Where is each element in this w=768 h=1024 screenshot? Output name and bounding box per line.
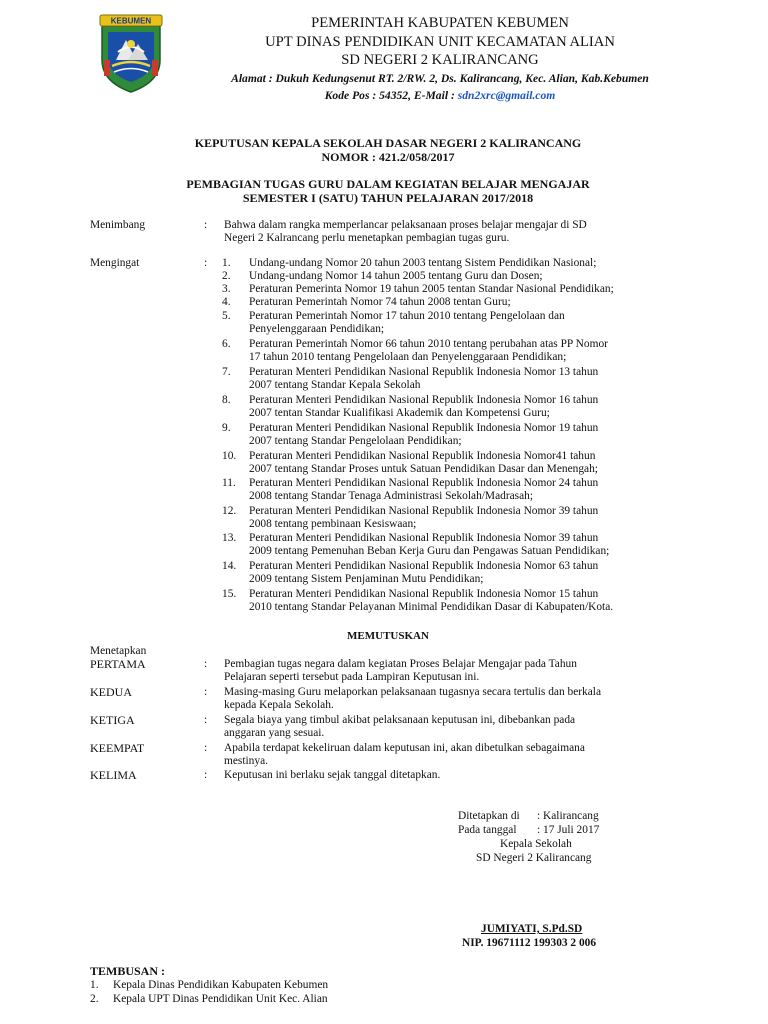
kebumen-crest-logo xyxy=(98,12,164,94)
letterhead-contact xyxy=(160,87,720,104)
item-text: Peraturan Menteri Pendidikan Nasional Republik Indonesia Nomor 19 tahun 2007 tentang Standar Pengelolaan Pendidikan; xyxy=(249,422,599,447)
colon: : xyxy=(204,658,208,670)
item-number: 6. xyxy=(222,338,231,350)
decision-text: Pembagian tugas negara dalam kegiatan Proses Belajar Mengajar pada Tahun Pelajaran seperti tersebut pada Lampiran Keputusan ini. xyxy=(224,658,577,683)
postal-code: Kode Pos : 54352, E-Mail : xyxy=(324,88,458,102)
colon: : xyxy=(204,742,208,754)
logo-text: KEBUMEN xyxy=(110,16,152,26)
signature-date-label: Pada tanggal xyxy=(458,824,517,836)
mengingat-label: Mengingat xyxy=(90,257,140,269)
tembusan-heading: TEMBUSAN : xyxy=(90,964,166,978)
item-number: 7. xyxy=(222,366,231,378)
decision-label: PERTAMA xyxy=(90,657,146,671)
item-number: 15. xyxy=(222,588,237,600)
signature-institution: SD Negeri 2 Kalirancang xyxy=(476,852,592,864)
memutuskan-heading: MEMUTUSKAN xyxy=(347,630,429,642)
letterhead-address: Alamat : Dukuh Kedungsenut RT. 2/RW. 2, Ds. Kalirancang, Kec. Alian, Kab.Kebumen xyxy=(231,71,649,85)
menimbang-label: Menimbang xyxy=(90,219,146,231)
decree-subject: PEMBAGIAN TUGAS GURU DALAM KEGIATAN BELAJAR MENGAJAR xyxy=(186,177,590,191)
colon: : xyxy=(204,714,208,726)
item-text: Peraturan Pemerintah Nomor 17 tahun 2010 tentang Pengelolaan dan Penyelenggaraan Pendidikan; xyxy=(249,310,565,335)
item-number: 3. xyxy=(222,283,231,295)
colon: : xyxy=(204,257,208,269)
colon: : xyxy=(204,686,208,698)
letterhead-school: SD NEGERI 2 KALIRANCANG xyxy=(341,52,539,68)
item-text: Peraturan Menteri Pendidikan Nasional Republik Indonesia Nomor 39 tahun 2008 tentang pembinaan Kesiswaan; xyxy=(249,505,599,530)
item-text: Kepala Dinas Pendidikan Kabupaten Kebumen xyxy=(113,979,329,991)
item-number: 5. xyxy=(222,310,231,322)
item-text: Peraturan Menteri Pendidikan Nasional Republik Indonesia Nomor 13 tahun 2007 tentang Standar Kepala Sekolah xyxy=(249,366,599,391)
letterhead-government: PEMERINTAH KABUPATEN KEBUMEN xyxy=(311,15,569,31)
letterhead-agency: UPT DINAS PENDIDIKAN UNIT KECAMATAN ALIAN xyxy=(265,33,615,50)
decision-label: KEDUA xyxy=(90,685,132,699)
item-text: Peraturan Pemerintah Nomor 66 tahun 2010 tentang perubahan atas PP Nomor 17 tahun 2010 tentang Pengelolaan dan Penyelenggaraan Pendidikan; xyxy=(249,338,608,363)
item-text: Kepala UPT Dinas Pendidikan Unit Kec. Alian xyxy=(113,993,328,1005)
menimbang-text xyxy=(224,219,684,244)
signatory-name: JUMIYATI, S.Pd.SD xyxy=(481,923,583,935)
decision-text: Apabila terdapat kekeliruan dalam keputusan ini, akan dibetulkan sebagaimana mestinya. xyxy=(224,742,585,767)
item-text: Peraturan Menteri Pendidikan Nasional Republik Indonesia Nomor 15 tahun 2010 tentang Standar Pelayanan Minimal Pendidikan Dasar di Kabupaten/Kota. xyxy=(249,588,614,613)
item-text: Peraturan Menteri Pendidikan Nasional Republik Indonesia Nomor 63 tahun 2009 tentang Sistem Penjaminan Mutu Pendidikan; xyxy=(249,560,599,585)
item-number: 2. xyxy=(222,270,231,282)
item-number: 1. xyxy=(90,979,99,991)
item-text: Peraturan Menteri Pendidikan Nasional Republik Indonesia Nomor41 tahun 2007 tentang Standar Proses untuk Satuan Pendidikan Dasar dan Menengah; xyxy=(249,450,598,475)
signature-place-value: : Kalirancang xyxy=(537,810,599,822)
list-item xyxy=(90,979,329,992)
menimbang-line: Bahwa dalam rangka memperlancar pelaksanaan proses belajar mengajar di SD xyxy=(224,219,587,231)
item-text: Peraturan Menteri Pendidikan Nasional Republik Indonesia Nomor 16 tahun 2007 tentan Standar Kualifikasi Akademik dan Kompetensi Guru; xyxy=(249,394,599,419)
signature-position: Kepala Sekolah xyxy=(500,838,572,850)
item-text: Peraturan Pemerintah Nomor 74 tahun 2008 tentan Guru; xyxy=(249,296,511,308)
decision-text: Segala biaya yang timbul akibat pelaksanaan keputusan ini, dibebankan pada anggaran yang sesuai. xyxy=(224,714,576,739)
email-link[interactable]: sdn2xrc@gmail.com xyxy=(457,88,556,102)
decision-label: KETIGA xyxy=(90,713,135,727)
item-number: 8. xyxy=(222,394,231,406)
menetapkan-label: Menetapkan xyxy=(90,645,147,657)
item-number: 4. xyxy=(222,296,231,308)
signature-date-value: : 17 Juli 2017 xyxy=(537,824,600,836)
item-text: Undang-undang Nomor 14 tahun 2005 tentang Guru dan Dosen; xyxy=(249,270,543,282)
decree-number: NOMOR : 421.2/058/2017 xyxy=(321,150,455,164)
item-text: Undang-undang Nomor 20 tahun 2003 tentang Sistem Pendidikan Nasional; xyxy=(249,257,597,269)
item-number: 11. xyxy=(222,477,236,489)
decision-text: Masing-masing Guru melaporkan pelaksanaan tugasnya secara tertulis dan berkala kepada Kepala Sekolah. xyxy=(224,686,602,711)
decree-semester: SEMESTER I (SATU) TAHUN PELAJARAN 2017/2018 xyxy=(242,191,534,205)
decree-title: KEPUTUSAN KEPALA SEKOLAH DASAR NEGERI 2 KALIRANCANG xyxy=(194,136,582,150)
item-number: 1. xyxy=(222,257,231,269)
item-number: 13. xyxy=(222,532,237,544)
item-number: 12. xyxy=(222,505,237,517)
signatory-nip: NIP. 19671112 199303 2 006 xyxy=(462,937,597,949)
item-text: Peraturan Menteri Pendidikan Nasional Republik Indonesia Nomor 39 tahun 2009 tentang Pemenuhan Beban Kerja Guru dan Pengawas Satuan Pendidikan; xyxy=(249,532,610,557)
item-number: 9. xyxy=(222,422,231,434)
letterhead xyxy=(160,14,720,104)
item-text: Peraturan Menteri Pendidikan Nasional Republik Indonesia Nomor 24 tahun 2008 tentang Standar Tenaga Administrasi Sekolah/Madrasah; xyxy=(249,477,599,502)
list-item xyxy=(90,993,328,1006)
signature-place-label: Ditetapkan di xyxy=(458,810,520,822)
colon: : xyxy=(204,219,208,231)
menimbang-line: Negeri 2 Kalrancang perlu menetapkan pembagian tugas guru. xyxy=(224,231,510,244)
decision-label: KELIMA xyxy=(90,768,137,782)
item-number: 10. xyxy=(222,450,237,462)
decision-label: KEEMPAT xyxy=(90,741,145,755)
item-number: 2. xyxy=(90,993,99,1005)
decision-text: Keputusan ini berlaku sejak tanggal ditetapkan. xyxy=(224,769,441,781)
colon: : xyxy=(204,769,208,781)
item-number: 14. xyxy=(222,560,237,572)
item-text: Peraturan Pemerinta Nomor 19 tahun 2005 tentan Standar Nasional Pendidikan; xyxy=(249,283,614,295)
